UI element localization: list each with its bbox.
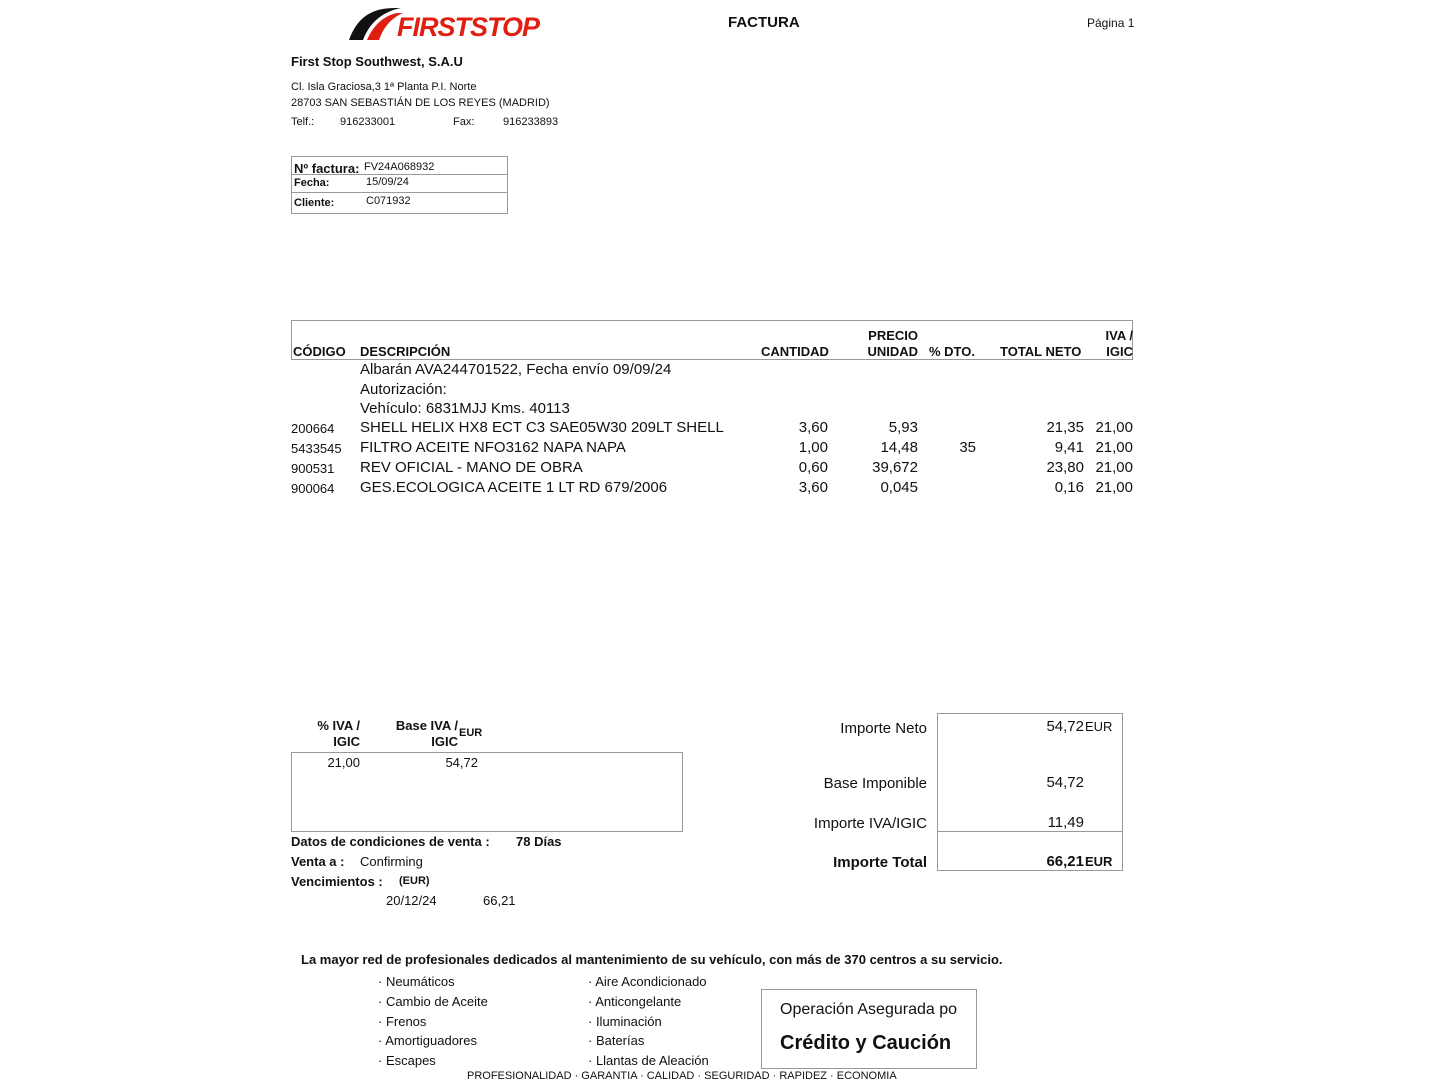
header-discount: % DTO.: [929, 344, 975, 359]
taxable-base-value: 54,72: [1046, 774, 1084, 791]
row-code: 5433545: [291, 441, 342, 456]
tax-base-header-line2: IGIC: [431, 734, 458, 749]
row-quantity: 0,60: [798, 459, 828, 476]
header-unit-price: [867, 328, 918, 360]
service-item: · Frenos: [378, 1013, 427, 1029]
footer-values: PROFESIONALIDAD · GARANTIA · CALIDAD · SEGURIDAD · RAPIDEZ · ECONOMIA: [467, 1070, 897, 1082]
row-code: 200664: [291, 421, 335, 436]
service-item: · Baterías: [588, 1033, 645, 1049]
header-quantity: CANTIDAD: [761, 344, 829, 359]
row-description: SHELL HELIX HX8 ECT C3 SAE05W30 209LT SHELL: [360, 419, 724, 436]
footer-slogan: La mayor red de profesionales dedicados al mantenimiento de su vehículo, con más de 370 centros a su servicio.: [301, 952, 1003, 967]
invoice-number-label: Nº factura:: [294, 161, 360, 176]
totals-box: [937, 713, 1123, 871]
tax-amount-label: Importe IVA/IGIC: [813, 815, 927, 832]
due-amount: 66,21: [483, 893, 516, 908]
row-net-total: 23,80: [1046, 459, 1084, 476]
fax-label: Fax:: [453, 116, 475, 128]
tax-rate-header: [317, 718, 360, 750]
header-net-total: TOTAL NETO: [1000, 344, 1082, 359]
service-item: · Llantas de Aleación: [588, 1053, 709, 1069]
net-amount-label: Importe Neto: [840, 720, 927, 737]
row-description: FILTRO ACEITE NFO3162 NAPA NAPA: [360, 439, 626, 456]
company-name: First Stop Southwest, S.A.U: [291, 54, 463, 69]
total-amount-value: 66,21: [1046, 853, 1084, 870]
services-list-left: [378, 972, 488, 1071]
sale-to-value: Confirming: [360, 854, 423, 869]
service-item: · Escapes: [378, 1053, 436, 1069]
row-code: 900531: [291, 461, 335, 476]
tax-base-header-line1: Base IVA /: [395, 718, 458, 733]
services-list-right: [588, 972, 709, 1071]
badge-line2: Crédito y Caución: [780, 1032, 952, 1054]
fax-number: 916233893: [503, 116, 559, 128]
table-row: [0, 479, 1440, 499]
invoice-number: FV24A068932: [364, 161, 435, 173]
brand-name: FIRSTSTOP: [397, 12, 540, 42]
tax-amount-value: 11,49: [1047, 814, 1084, 831]
row-tax: 21,00: [1095, 459, 1133, 476]
service-item: · Amortiguadores: [378, 1033, 477, 1049]
service-item: · Aire Acondicionado: [588, 974, 707, 989]
logo-swoosh-icon: [345, 4, 405, 44]
delivery-note: Albarán AVA244701522, Fecha envío 09/09/24: [360, 361, 672, 378]
badge-line1: Operación Asegurada po: [780, 1001, 958, 1018]
tax-base-header: [396, 718, 458, 750]
row-quantity: 3,60: [798, 419, 828, 436]
service-item: · Anticongelante: [588, 993, 682, 1009]
client-label: Cliente:: [294, 197, 335, 209]
row-net-total: 9,41: [1054, 439, 1084, 456]
table-row: [0, 439, 1440, 459]
table-row: [0, 459, 1440, 479]
row-net-total: 21,35: [1046, 419, 1084, 436]
firststop-logo: [345, 4, 540, 44]
sale-conditions-value: 78 Días: [516, 834, 562, 849]
phone-label: Telf.:: [291, 116, 315, 128]
divider: [291, 192, 507, 193]
row-unit-price: 39,672: [872, 459, 918, 476]
service-item: · Neumáticos: [378, 974, 455, 989]
row-description: GES.ECOLOGICA ACEITE 1 LT RD 679/2006: [360, 479, 668, 496]
due-date: 20/12/24: [386, 893, 437, 908]
row-tax: 21,00: [1095, 479, 1133, 496]
net-amount-currency: EUR: [1085, 719, 1113, 734]
net-amount-value: 54,72: [1046, 718, 1084, 735]
row-description: REV OFICIAL - MANO DE OBRA: [360, 459, 583, 476]
divider: [937, 831, 1123, 832]
vehicle-note: Vehículo: 6831MJJ Kms. 40113: [360, 400, 570, 417]
tax-summary-currency: EUR: [459, 727, 483, 739]
phone-number: 916233001: [340, 116, 396, 128]
header-tax-line1: IVA /: [1105, 328, 1133, 343]
row-unit-price: 0,045: [880, 479, 918, 496]
row-quantity: 1,00: [798, 439, 828, 456]
header-unit-price-line2: UNIDAD: [867, 344, 918, 359]
page-number: Página 1: [1087, 16, 1135, 30]
tax-rate-header-line2: IGIC: [333, 734, 360, 749]
document-title: FACTURA: [728, 14, 800, 31]
client-code: C071932: [366, 195, 411, 207]
header-tax-line2: IGIC: [1106, 344, 1133, 359]
taxable-base-label: Base Imponible: [823, 775, 927, 792]
row-unit-price: 14,48: [880, 439, 918, 456]
total-amount-label: Importe Total: [833, 854, 927, 871]
tax-rate-header-line1: % IVA /: [317, 718, 360, 733]
insurance-badge: [761, 989, 977, 1069]
row-net-total: 0,16: [1054, 479, 1084, 496]
header-description: DESCRIPCIÓN: [360, 344, 451, 359]
due-currency: (EUR): [399, 875, 430, 887]
header-code: CÓDIGO: [293, 344, 346, 359]
tax-rate-value: 21,00: [327, 755, 360, 770]
due-label: Vencimientos :: [291, 874, 383, 889]
row-code: 900064: [291, 481, 335, 496]
invoice-date-label: Fecha:: [294, 177, 330, 189]
company-address-line1: Cl. Isla Graciosa,3 1ª Planta P.I. Norte: [291, 81, 477, 93]
header-unit-price-line1: PRECIO: [868, 328, 918, 343]
service-item: · Iluminación: [588, 1013, 662, 1029]
sale-conditions-label: Datos de condiciones de venta :: [291, 834, 490, 849]
authorization-note: Autorización:: [360, 381, 447, 398]
sale-to-label: Venta a :: [291, 854, 345, 869]
tax-base-value: 54,72: [445, 755, 478, 770]
header-tax: [1106, 328, 1133, 360]
row-quantity: 3,60: [798, 479, 828, 496]
invoice-date: 15/09/24: [366, 176, 409, 188]
row-tax: 21,00: [1095, 439, 1133, 456]
company-address-line2: 28703 SAN SEBASTIÁN DE LOS REYES (MADRID): [291, 97, 550, 109]
total-amount-currency: EUR: [1085, 854, 1113, 869]
table-row: [0, 419, 1440, 439]
row-unit-price: 5,93: [888, 419, 918, 436]
service-item: · Cambio de Aceite: [378, 993, 488, 1009]
row-discount: 35: [959, 439, 976, 456]
row-tax: 21,00: [1095, 419, 1133, 436]
